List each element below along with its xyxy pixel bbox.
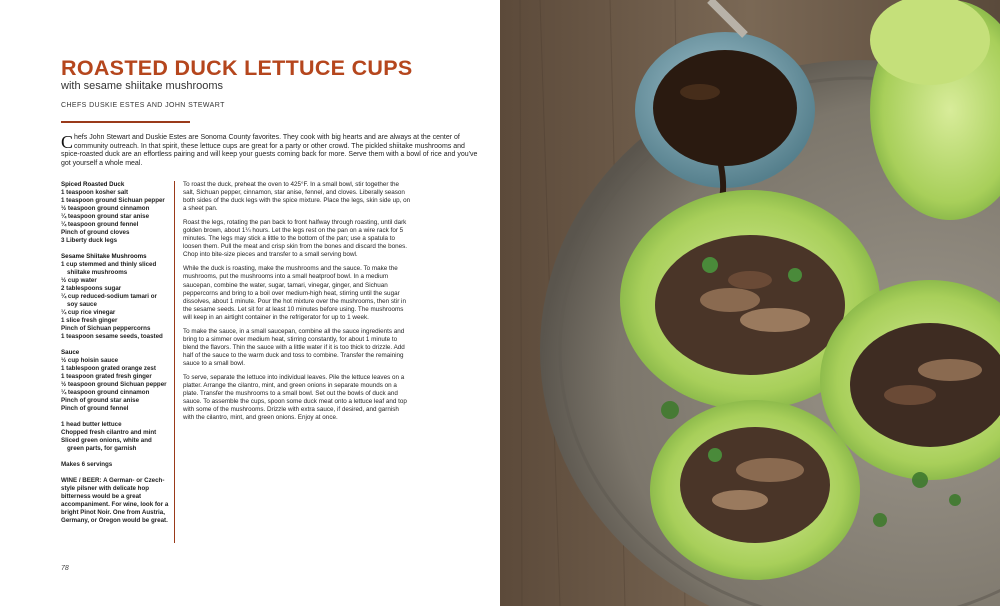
group-gap	[61, 341, 171, 349]
group-gap	[61, 469, 171, 477]
ingredient-group-title: Spiced Roasted Duck	[61, 181, 125, 188]
column-divider	[174, 181, 175, 543]
ingredient-item: 3 Liberty duck legs	[61, 237, 118, 244]
method-step: To make the sauce, in a small saucepan, combine all the sauce ingredients and bring to a simmer over medium heat, stirring constantly, for about 1 minute to blend the flavors. Thin the sauce with a little water if it is too thick to drizzle. Add half of the sauce to the warm duck and toss to combine. Transfer the remaining sauce to a small bowl.	[183, 327, 405, 367]
ingredient-item: Pinch of ground star anise	[61, 397, 140, 404]
ingredient-item: ¼ teaspoon ground cinnamon	[61, 389, 150, 396]
chefs-credit: CHEFS DUSKIE ESTES AND JOHN STEWART	[61, 102, 225, 109]
recipe-subtitle: with sesame shiitake mushrooms	[61, 80, 224, 92]
method-step: Roast the legs, rotating the pan back to front halfway through roasting, until dark golden brown, about 1¼ hours. Let the legs rest on the pan on a wire rack for 5 minutes. The legs may stick a little to the bottom of the pan; use a spatula to loosen them. Pull the meat and crisp skin from the bones and discard the bones. Chop into bite-size pieces and transfer to a small serving bowl.	[183, 219, 408, 259]
ingredient-item: ½ teaspoon ground cinnamon	[61, 205, 150, 212]
ingredient-item: 2 tablespoons sugar	[61, 285, 122, 292]
ingredient-item: 1 slice fresh ginger	[61, 317, 118, 324]
group-gap	[61, 413, 171, 421]
ingredient-item: Sliced green onions, white and	[61, 437, 152, 444]
ingredient-item: ½ cup hoisin sauce	[61, 357, 119, 364]
ingredient-item: green parts, for garnish	[67, 445, 137, 452]
ingredient-item: 1 teaspoon ground Sichuan pepper	[61, 197, 165, 204]
title-rule	[61, 121, 190, 123]
lettuce-cup-bottom	[650, 400, 860, 580]
recipe-title: ROASTED DUCK LETTUCE CUPS	[61, 56, 413, 80]
ingredient-item: 1 teaspoon sesame seeds, toasted	[61, 333, 163, 340]
food-photo-illustration	[500, 0, 1000, 606]
ingredient-item: shiitake mushrooms	[67, 269, 128, 276]
method-step: To roast the duck, preheat the oven to 425°F. In a small bowl, stir together the salt, Sichuan pepper, cinnamon, star anise, fennel, and cloves. Liberally season both sides of the duck legs with the spice mixture. Place the legs, skin side up, on a sheet pan.	[183, 181, 411, 213]
ingredient-item: Pinch of ground cloves	[61, 229, 130, 236]
ingredient-item: ¼ teaspoon ground star anise	[61, 213, 150, 220]
intro-text: hefs John Stewart and Duskie Estes are Sonoma County favorites. They cook with big hearts and are always at the center of community outreach. In that spirit, these lettuce cups are great for a party or other crowd. The pickled shiitake mushrooms and spice-roasted duck are an effortless pairing and will keep your guests coming back for more. Serve them with a bowl of rice and you've got yourself a whole meal.	[61, 134, 478, 168]
ingredient-item: Pinch of Sichuan peppercorns	[61, 325, 151, 332]
ingredient-item: ¼ cup reduced-sodium tamari or	[61, 293, 157, 300]
intro-paragraph	[61, 134, 481, 169]
food-photo	[500, 0, 1000, 606]
method-step: To serve, separate the lettuce into individual leaves. Pile the lettuce leaves on a platter. Arrange the cilantro, mint, and green onions in separate mounds on a plate. Transfer the mushrooms to a small bowl. Set out the bowls of duck and sauce. To assemble the cups, spoon some duck meat onto a lettuce leaf and top with some of the mushrooms. Drizzle with extra sauce, if desired, and garnish with the cilantro, mint, and green onions. Enjoy at once.	[183, 373, 407, 422]
ingredient-item: 1 head butter lettuce	[61, 421, 122, 428]
ingredient-item: ½ cup water	[61, 277, 97, 284]
ingredient-item: Pinch of ground fennel	[61, 405, 129, 412]
drop-cap: C	[61, 132, 74, 152]
ingredient-item: ¼ teaspoon ground fennel	[61, 221, 139, 228]
ingredient-item: ½ teaspoon ground Sichuan pepper	[61, 381, 167, 388]
group-gap	[61, 245, 171, 253]
page-number: 78	[61, 565, 69, 572]
ingredient-item: Chopped fresh cilantro and mint	[61, 429, 157, 436]
ingredient-item: ¼ cup rice vinegar	[61, 309, 116, 316]
ingredient-item: 1 teaspoon kosher salt	[61, 189, 129, 196]
method-step: While the duck is roasting, make the mushrooms and the sauce. To make the mushrooms, put the mushrooms into a small heatproof bowl. In a medium saucepan, combine the water, sugar, tamari, vinegar, ginger, and Sichuan peppercorns and bring to a boil over medium-high heat, stirring until the sugar dissolves, about 1 minute. Pour the hot mixture over the mushrooms, then stir in the sesame seeds. Let sit for at least 10 minutes before using. The mushrooms will keep in an airtight container in the refrigerator for up to 1 week.	[183, 265, 406, 321]
ingredient-item: soy sauce	[67, 301, 97, 308]
wine-label: WINE / BEER:	[61, 477, 102, 484]
ingredient-item: 1 cup stemmed and thinly sliced	[61, 261, 157, 268]
method-steps	[183, 181, 411, 428]
ingredient-group-title: Sesame Shiitake Mushrooms	[61, 253, 147, 260]
wine-pairing	[61, 477, 171, 525]
ingredients-list	[61, 181, 171, 525]
servings: Makes 6 servings	[61, 461, 113, 468]
group-gap	[61, 453, 171, 461]
wine-text: A German- or Czech-style pilsner with delicate hop bitterness would be a great accompaniment. For wine, look for a bright Pinot Noir. One from Austria, Germany, or Oregon would be great.	[61, 477, 169, 524]
ingredient-item: 1 teaspoon grated fresh ginger	[61, 373, 152, 380]
ingredient-group-title: Sauce	[61, 349, 80, 356]
ingredient-item: 1 tablespoon grated orange zest	[61, 365, 156, 372]
